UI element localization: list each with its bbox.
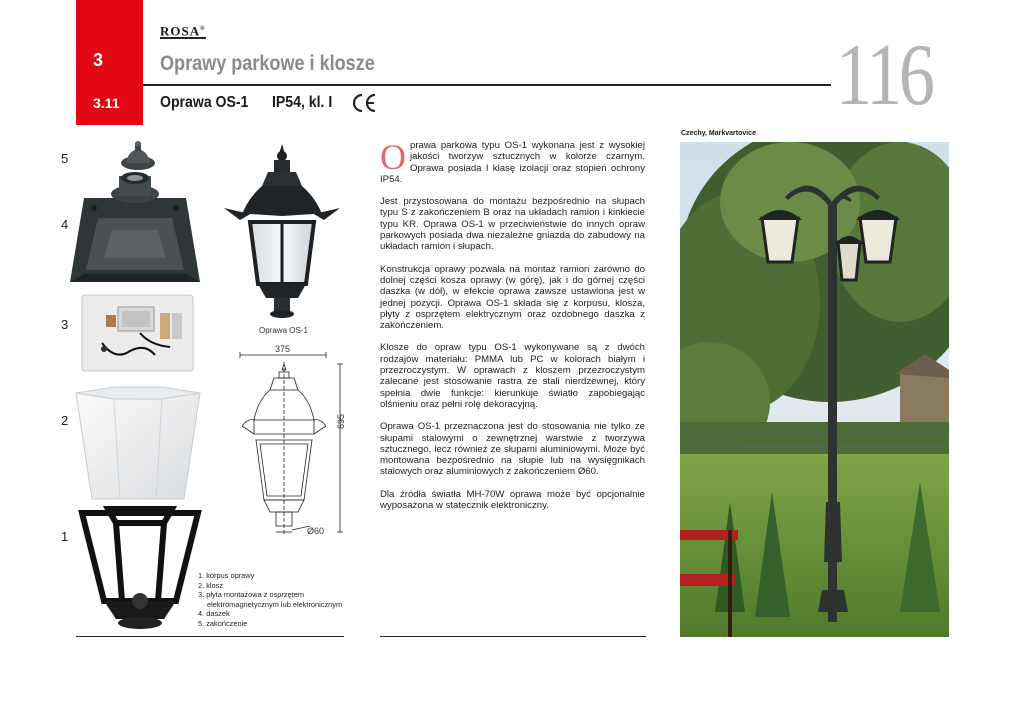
left-bottom-rule [76, 636, 344, 637]
width-dimension: 375 [275, 344, 291, 354]
diffuser-image [74, 385, 202, 503]
part-number-1: 1 [61, 529, 69, 544]
legend-item: 5. zakończenie [198, 618, 248, 628]
mounting-plate-image [80, 293, 195, 373]
section-title: Oprawa OS-1 [160, 94, 249, 111]
paragraph-intro: Oprawa parkowa typu OS-1 wykonana jest z wysokiej jakości tworzyw sztucznych w kolorze czarnym. Oprawa posiada I klasę izolacji oraz stopień ochrony IP54. [380, 137, 645, 185]
paragraph: Klosze do opraw typu OS-1 wykonywane są z dwóch rodzajów materiału: PMMA lub PC w kolorach białym i przezroczystym. W oprawach z kloszem przezroczystym zalecane jest stosowanie rastra ze stali nierdzewnej, który spełnia dwie funkcje: kierunkuje światło zapobiegając olśnieniu oraz pełni rolę dekoracyjną. [380, 342, 645, 410]
finial-cap-image [118, 141, 158, 173]
legend-item: 4. daszek [198, 609, 230, 619]
installation-photo [680, 142, 949, 637]
brand-logo: ROSA® [160, 23, 206, 39]
technical-drawing [236, 350, 348, 538]
paragraph: Konstrukcja oprawy pozwala na montaż ramion zarówno do dolnej części kosza oprawy (w górę), jak i do górnej części daszka (w dół), w efekcie oprawa zawsze ustawiona jest w jednej pozycji. Oprawa OS-1 składa się z korpusu, klosza, płyty z osprzętem elektrycznym oraz ozdobnego daszka z zakończeniem. [380, 263, 645, 332]
photo-caption: Czechy, Markvartovice [681, 130, 756, 137]
paragraph: Dla źródła światła MH-70W oprawa może być opcjonalnie wyposażona w statecznik elektroniczny. [380, 488, 645, 512]
part-number-5: 5 [61, 151, 69, 166]
chapter-title: Oprawy parkowe i klosze [160, 52, 375, 75]
height-dimension: 695 [336, 413, 346, 429]
lamp-roof-image [64, 170, 206, 288]
paragraph: Oprawa OS-1 przeznaczona jest do stosowania nie tylko ze słupami stalowymi o zewnętrznej warstwie z tworzywa sztucznego, lecz również ze słupami aluminiowymi. Może być montowana bezpośrednio na słupie lub na wysięgnikach stalowych oraz aluminiowych z zakończeniem Ø60. [380, 421, 645, 478]
ce-mark-icon [350, 92, 378, 114]
chapter-number: 3 [93, 50, 104, 70]
middle-bottom-rule [380, 636, 646, 637]
description-text [380, 137, 645, 522]
legend-item: 1. korpus oprawy [198, 571, 255, 580]
part-number-3: 3 [61, 317, 69, 332]
protection-rating: IP54, kl. I [272, 94, 333, 111]
section-number: 3.11 [93, 95, 120, 111]
part-number-4: 4 [61, 217, 69, 232]
diameter-dimension: Ø60 [307, 526, 325, 536]
lamp-product-image [222, 142, 342, 320]
lamp-body-frame-image [78, 505, 202, 633]
paragraph: Jest przystosowana do montażu bezpośrednio na słupach typu S z zakończeniem B oraz na układach ramion i kinkiecie typu KR. Oprawa OS-1 w przeciwieństwie do innych opraw parkowych posiada dwa niezależne gniazda do zabudowy na układach ramion i słupach. [380, 196, 645, 253]
page-number: 116 [836, 27, 932, 124]
parts-legend [198, 571, 342, 629]
product-label: Oprawa OS-1 [259, 326, 308, 335]
header-rule [143, 84, 831, 86]
legend-item: elektromagnetycznym lub elektronicznym [207, 599, 343, 609]
part-number-2: 2 [61, 413, 69, 428]
legend-item: 3. płyta montażowa z osprzętem [198, 590, 304, 600]
dropcap: O [380, 137, 406, 177]
legend-item: 2. klosz [198, 580, 224, 590]
